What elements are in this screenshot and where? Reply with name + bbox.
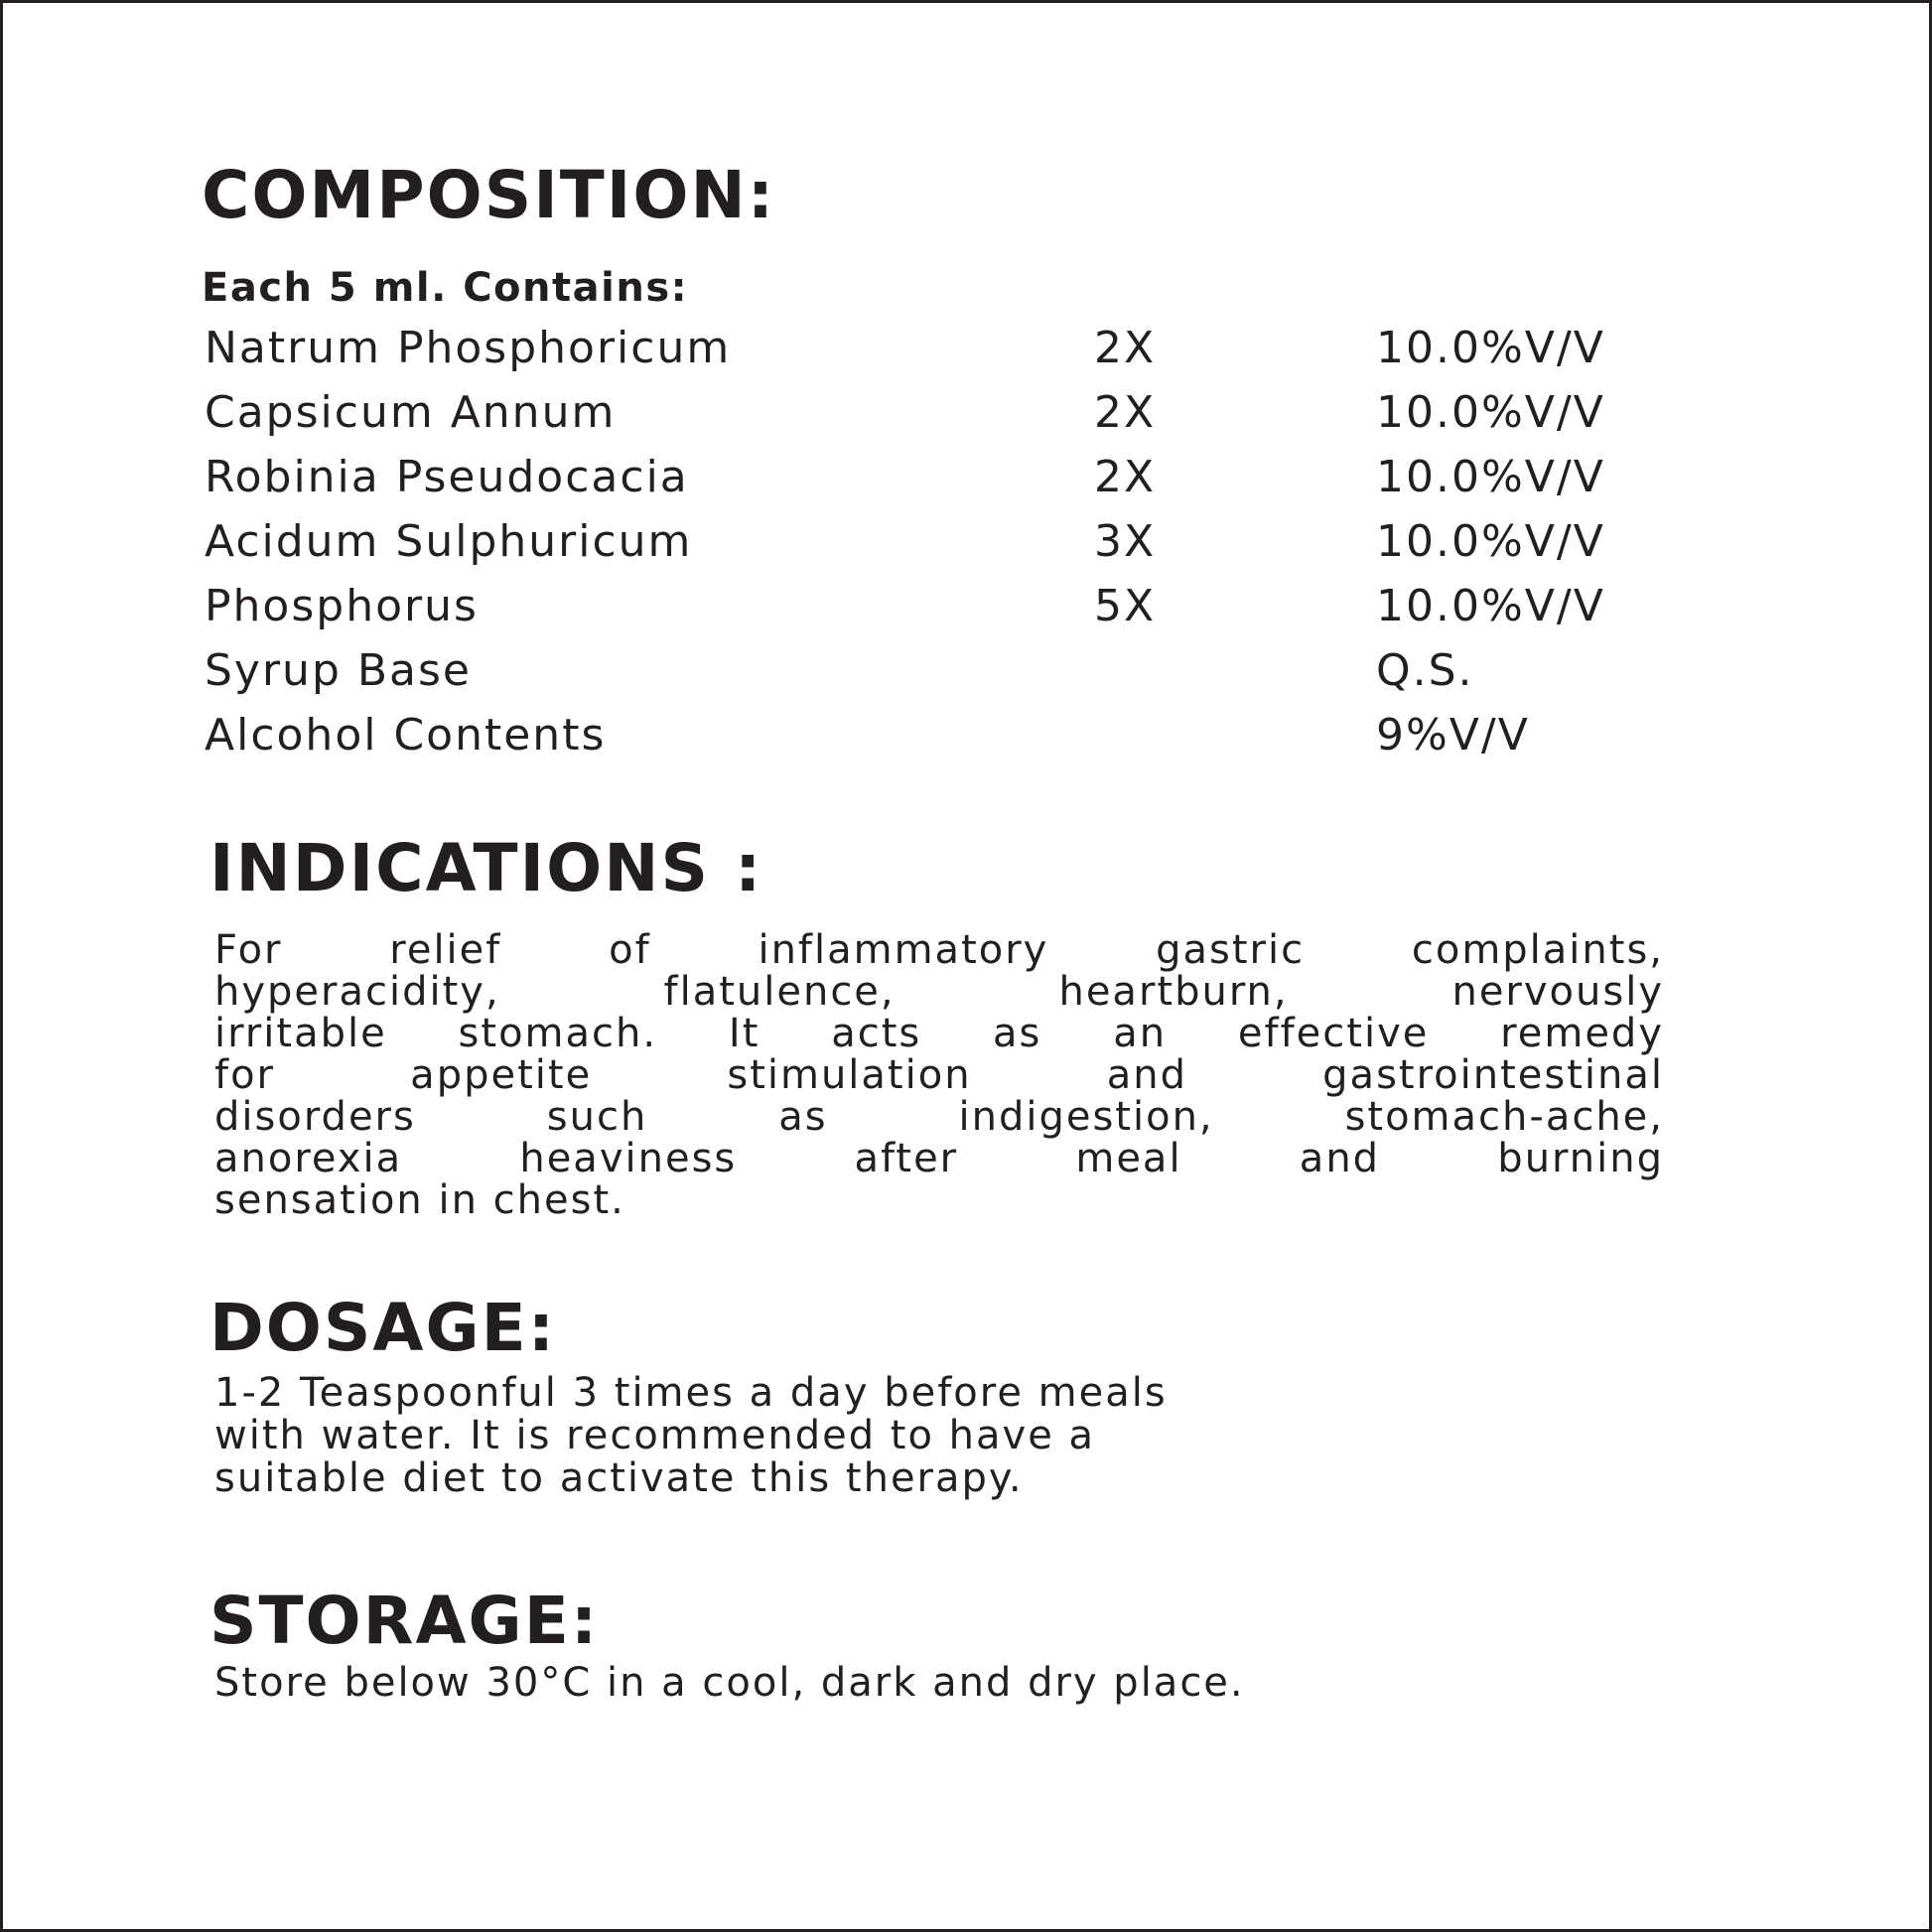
dosage-text — [214, 1372, 1704, 1500]
composition-row — [205, 380, 1753, 445]
composition-row — [205, 316, 1753, 380]
ingredient-name: Natrum Phosphoricum — [205, 323, 732, 373]
storage-line: Store below 30°C in a cool, dark and dry place. — [214, 1660, 1245, 1706]
composition-row — [205, 574, 1753, 638]
dosage-line: with water. It is recommended to have a — [214, 1413, 1096, 1458]
composition-subheading: Each 5 ml. Contains: — [202, 265, 689, 311]
ingredient-amount: 10.0%V/V — [1376, 581, 1605, 631]
composition-row — [205, 445, 1753, 509]
dosage-heading: DOSAGE: — [209, 1290, 557, 1366]
indications-line: irritable stomach. It acts as an effective remedy — [214, 1011, 1664, 1056]
indications-heading: INDICATIONS : — [209, 830, 763, 906]
indications-line: sensation in chest. — [214, 1177, 625, 1223]
ingredient-potency: 2X — [1094, 387, 1157, 438]
ingredient-name: Syrup Base — [205, 645, 473, 696]
ingredient-name: Capsicum Annum — [205, 387, 617, 438]
ingredient-amount: 10.0%V/V — [1376, 516, 1605, 567]
composition-row — [205, 638, 1753, 703]
ingredient-potency: 2X — [1094, 452, 1157, 502]
ingredient-potency: 5X — [1094, 581, 1157, 631]
composition-row — [205, 703, 1753, 767]
ingredient-amount: 9%V/V — [1376, 710, 1530, 760]
ingredient-amount: 10.0%V/V — [1376, 323, 1605, 373]
storage-text — [214, 1662, 1763, 1705]
composition-heading: COMPOSITION: — [202, 157, 776, 233]
ingredient-name: Acidum Sulphuricum — [205, 516, 693, 567]
indications-line: disorders such as indigestion, stomach-ache, — [214, 1094, 1664, 1140]
storage-heading: STORAGE: — [209, 1583, 600, 1659]
indications-line: for appetite stimulation and gastrointestinal — [214, 1052, 1664, 1098]
ingredient-name: Phosphorus — [205, 581, 479, 631]
ingredient-potency: 3X — [1094, 516, 1157, 567]
ingredient-amount: Q.S. — [1376, 645, 1474, 696]
indications-line: For relief of inflammatory gastric complaints, — [214, 927, 1664, 973]
ingredient-name: Alcohol Contents — [205, 710, 607, 760]
dosage-line: 1-2 Teaspoonful 3 times a day before meals — [214, 1370, 1168, 1416]
ingredient-name: Robinia Pseudocacia — [205, 452, 689, 502]
ingredient-amount: 10.0%V/V — [1376, 452, 1605, 502]
dosage-line: suitable diet to activate this therapy. — [214, 1455, 1024, 1501]
composition-row — [205, 509, 1753, 574]
ingredient-potency: 2X — [1094, 323, 1157, 373]
indications-text — [214, 929, 1664, 1221]
indications-line: hyperacidity, flatulence, heartburn, nervously — [214, 969, 1664, 1015]
indications-line: anorexia heaviness after meal and burning — [214, 1136, 1664, 1181]
ingredient-amount: 10.0%V/V — [1376, 387, 1605, 438]
composition-table — [205, 316, 1753, 767]
